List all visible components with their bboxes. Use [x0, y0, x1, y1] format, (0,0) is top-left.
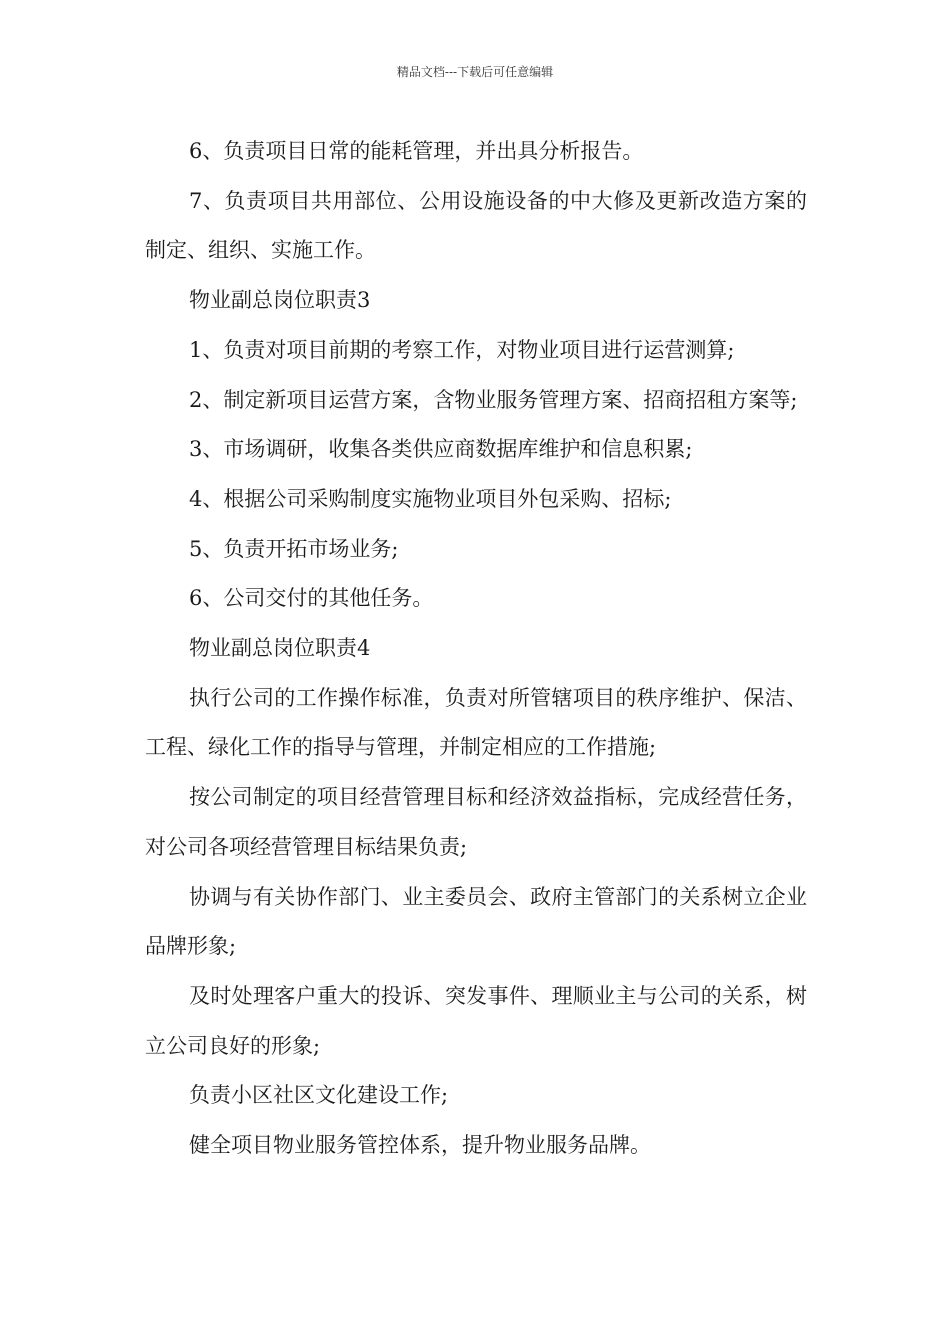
- section-heading: 物业副总岗位职责3: [189, 288, 371, 313]
- paragraph: 4、根据公司采购制度实施物业项目外包采购、招标;: [189, 486, 672, 511]
- paragraph: 按公司制定的项目经营管理目标和经济效益指标，完成经营任务，对公司各项经营管理目标结果负责;: [145, 785, 807, 859]
- paragraph: 6、负责项目日常的能耗管理，并出具分析报告。: [189, 139, 644, 163]
- paragraph: 健全项目物业服务管控体系，提升物业服务品牌。: [189, 1133, 651, 1158]
- paragraph: 负责小区社区文化建设工作;: [189, 1083, 449, 1108]
- paragraph: 3、市场调研，收集各类供应商数据库维护和信息积累;: [189, 437, 693, 462]
- paragraph: 7、负责项目共用部位、公用设施设备的中大修及更新改造方案的制定、组织、实施工作。: [145, 188, 807, 263]
- paragraph: 协调与有关协作部门、业主委员会、政府主管部门的关系树立企业品牌形象;: [145, 884, 807, 959]
- page-header: 精品文档---下载后可任意编辑: [396, 65, 554, 79]
- document-body: [145, 127, 807, 1171]
- paragraph: 1、负责对项目前期的考察工作，对物业项目进行运营测算;: [189, 337, 735, 362]
- section-heading: 物业副总岗位职责4: [189, 636, 371, 661]
- paragraph: 执行公司的工作操作标准，负责对所管辖项目的秩序维护、保洁、工程、绿化工作的指导与管理，并制定相应的工作措施;: [145, 685, 807, 760]
- paragraph: 6、公司交付的其他任务。: [189, 586, 434, 611]
- paragraph: 2、制定新项目运营方案，含物业服务管理方案、招商招租方案等;: [189, 387, 798, 412]
- paragraph: 及时处理客户重大的投诉、突发事件、理顺业主与公司的关系，树立公司良好的形象;: [145, 983, 807, 1058]
- paragraph: 5、负责开拓市场业务;: [189, 536, 399, 561]
